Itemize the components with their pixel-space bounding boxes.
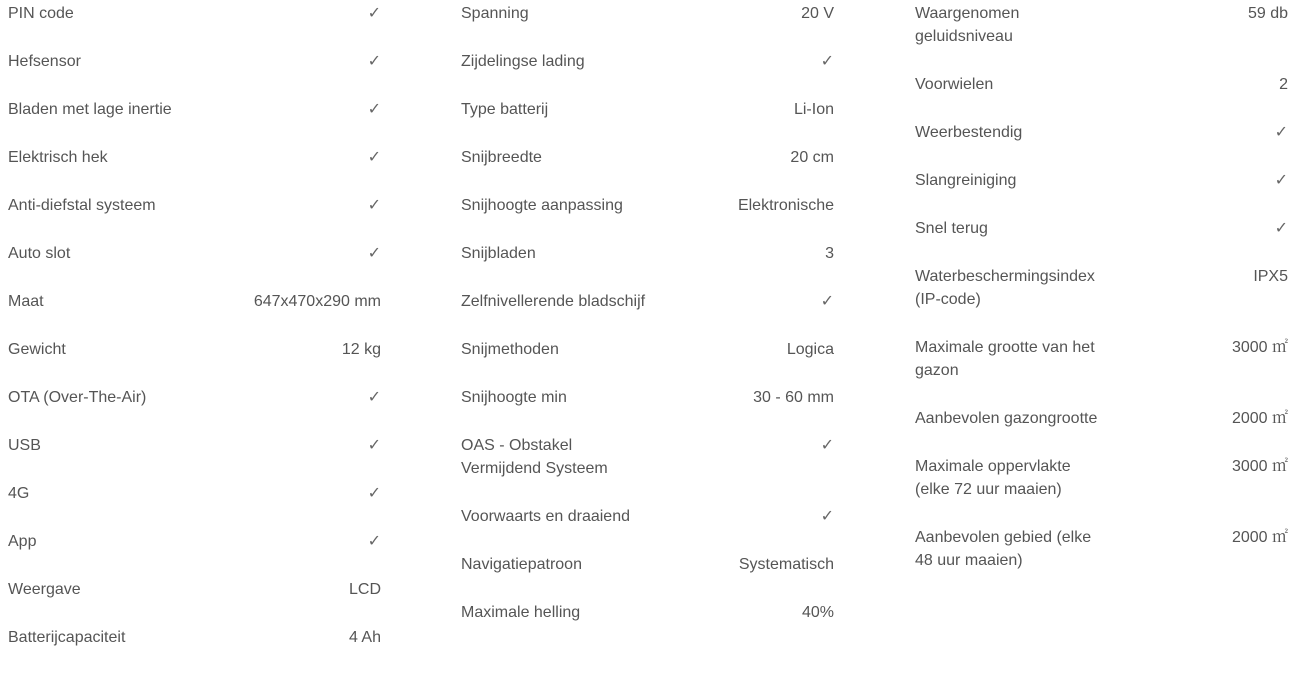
spec-value: Systematisch	[738, 556, 834, 573]
check-icon: ✓	[820, 508, 834, 525]
check-icon: ✓	[367, 437, 381, 454]
spec-label: Snijbladen	[461, 245, 536, 262]
spec-value: 647x470x290 mm	[253, 293, 381, 310]
check-icon: ✓	[367, 5, 381, 22]
spec-row	[8, 96, 381, 121]
spec-label: Aanbevolen gebied (elke 48 uur maaien)	[915, 529, 1092, 569]
spec-row	[8, 288, 381, 313]
spec-row	[461, 0, 834, 25]
spec-value: IPX5	[1253, 268, 1288, 285]
spec-label: Spanning	[461, 5, 529, 22]
spec-value: 40%	[801, 604, 834, 621]
spec-row	[461, 192, 834, 217]
spec-label: 4G	[8, 485, 30, 502]
spec-value: 4 Ah	[348, 629, 381, 646]
spec-row	[8, 0, 381, 25]
spec-value: 30 - 60 mm	[753, 389, 834, 406]
spec-row	[8, 432, 381, 457]
spec-label: Snel terug	[915, 220, 988, 237]
spec-label: PIN code	[8, 5, 74, 22]
spec-label: Bladen met lage inertie	[8, 101, 172, 118]
spec-row	[461, 599, 834, 624]
spec-value: 20 V	[801, 5, 834, 22]
spec-row	[915, 215, 1288, 240]
spec-row	[915, 119, 1288, 144]
spec-row	[8, 48, 381, 73]
check-icon: ✓	[1274, 172, 1288, 189]
spec-label: App	[8, 533, 37, 550]
spec-label: Batterijcapaciteit	[8, 629, 126, 646]
spec-label: Weerbestendig	[915, 124, 1023, 141]
spec-column-1	[8, 0, 381, 672]
spec-label: Snijhoogte min	[461, 389, 567, 406]
spec-value: 2000 ㎡	[1231, 529, 1288, 546]
spec-label: USB	[8, 437, 41, 454]
spec-value: 59 db	[1247, 5, 1288, 22]
spec-label: Weergave	[8, 581, 81, 598]
spec-value: LCD	[348, 581, 381, 598]
spec-row	[8, 240, 381, 265]
spec-label: Waargenomen geluidsniveau	[915, 5, 1020, 45]
spec-label: OAS - Obstakel Vermijdend Systeem	[461, 437, 608, 477]
spec-row	[461, 336, 834, 361]
spec-label: Maximale grootte van het gazon	[915, 339, 1095, 379]
spec-label: OTA (Over-The-Air)	[8, 389, 147, 406]
spec-label: Gewicht	[8, 341, 66, 358]
spec-label: Snijhoogte aanpassing	[461, 197, 623, 214]
spec-value: 3000 ㎡	[1231, 458, 1288, 475]
spec-value: Logica	[786, 341, 834, 358]
spec-label: Maat	[8, 293, 44, 310]
check-icon: ✓	[820, 293, 834, 310]
spec-label: Anti-diefstal systeem	[8, 197, 156, 214]
spec-label: Voorwaarts en draaiend	[461, 508, 630, 525]
spec-row	[915, 524, 1288, 572]
check-icon: ✓	[367, 533, 381, 550]
spec-value: 3	[825, 245, 834, 262]
check-icon: ✓	[367, 149, 381, 166]
spec-row	[915, 71, 1288, 96]
spec-label: Slangreiniging	[915, 172, 1017, 189]
spec-row	[461, 551, 834, 576]
check-icon: ✓	[367, 245, 381, 262]
spec-row	[461, 384, 834, 409]
spec-label: Snijmethoden	[461, 341, 559, 358]
check-icon: ✓	[367, 197, 381, 214]
spec-row	[461, 144, 834, 169]
spec-row	[915, 453, 1288, 501]
spec-row	[461, 288, 834, 313]
spec-label: Maximale oppervlakte (elke 72 uur maaien)	[915, 458, 1071, 498]
check-icon: ✓	[367, 485, 381, 502]
spec-row	[915, 167, 1288, 192]
spec-label: Maximale helling	[461, 604, 581, 621]
spec-label: Snijbreedte	[461, 149, 542, 166]
spec-value: Elektronische	[737, 197, 834, 214]
spec-column-3	[915, 0, 1288, 595]
spec-row	[915, 263, 1288, 311]
spec-row	[461, 240, 834, 265]
spec-value: Li-Ion	[793, 101, 834, 118]
check-icon: ✓	[367, 389, 381, 406]
spec-label: Elektrisch hek	[8, 149, 108, 166]
spec-value: 20 cm	[790, 149, 834, 166]
spec-label: Hefsensor	[8, 53, 81, 70]
spec-label: Waterbeschermingsindex (IP-code)	[915, 268, 1095, 308]
spec-row	[915, 405, 1288, 430]
spec-row	[8, 144, 381, 169]
check-icon: ✓	[367, 53, 381, 70]
check-icon: ✓	[820, 53, 834, 70]
check-icon: ✓	[820, 437, 834, 454]
spec-label: Aanbevolen gazongrootte	[915, 410, 1098, 427]
spec-row	[8, 624, 381, 649]
spec-value: 2000 ㎡	[1231, 410, 1288, 427]
spec-label: Zelfnivellerende bladschijf	[461, 293, 646, 310]
spec-row	[461, 432, 834, 480]
check-icon: ✓	[1274, 220, 1288, 237]
spec-row	[8, 576, 381, 601]
spec-row	[8, 480, 381, 505]
spec-value: 3000 ㎡	[1231, 339, 1288, 356]
spec-row	[461, 503, 834, 528]
spec-row	[461, 96, 834, 121]
spec-label: Voorwielen	[915, 76, 994, 93]
check-icon: ✓	[1274, 124, 1288, 141]
spec-column-2	[461, 0, 834, 647]
spec-row	[915, 334, 1288, 382]
spec-label: Auto slot	[8, 245, 71, 262]
check-icon: ✓	[367, 101, 381, 118]
spec-label: Navigatiepatroon	[461, 556, 582, 573]
spec-value: 2	[1279, 76, 1288, 93]
spec-label: Type batterij	[461, 101, 549, 118]
spec-value: 12 kg	[341, 341, 381, 358]
spec-row	[8, 528, 381, 553]
spec-label: Zijdelingse lading	[461, 53, 585, 70]
spec-row	[461, 48, 834, 73]
spec-row	[8, 192, 381, 217]
spec-row	[8, 336, 381, 361]
spec-row	[8, 384, 381, 409]
spec-row	[915, 0, 1288, 48]
